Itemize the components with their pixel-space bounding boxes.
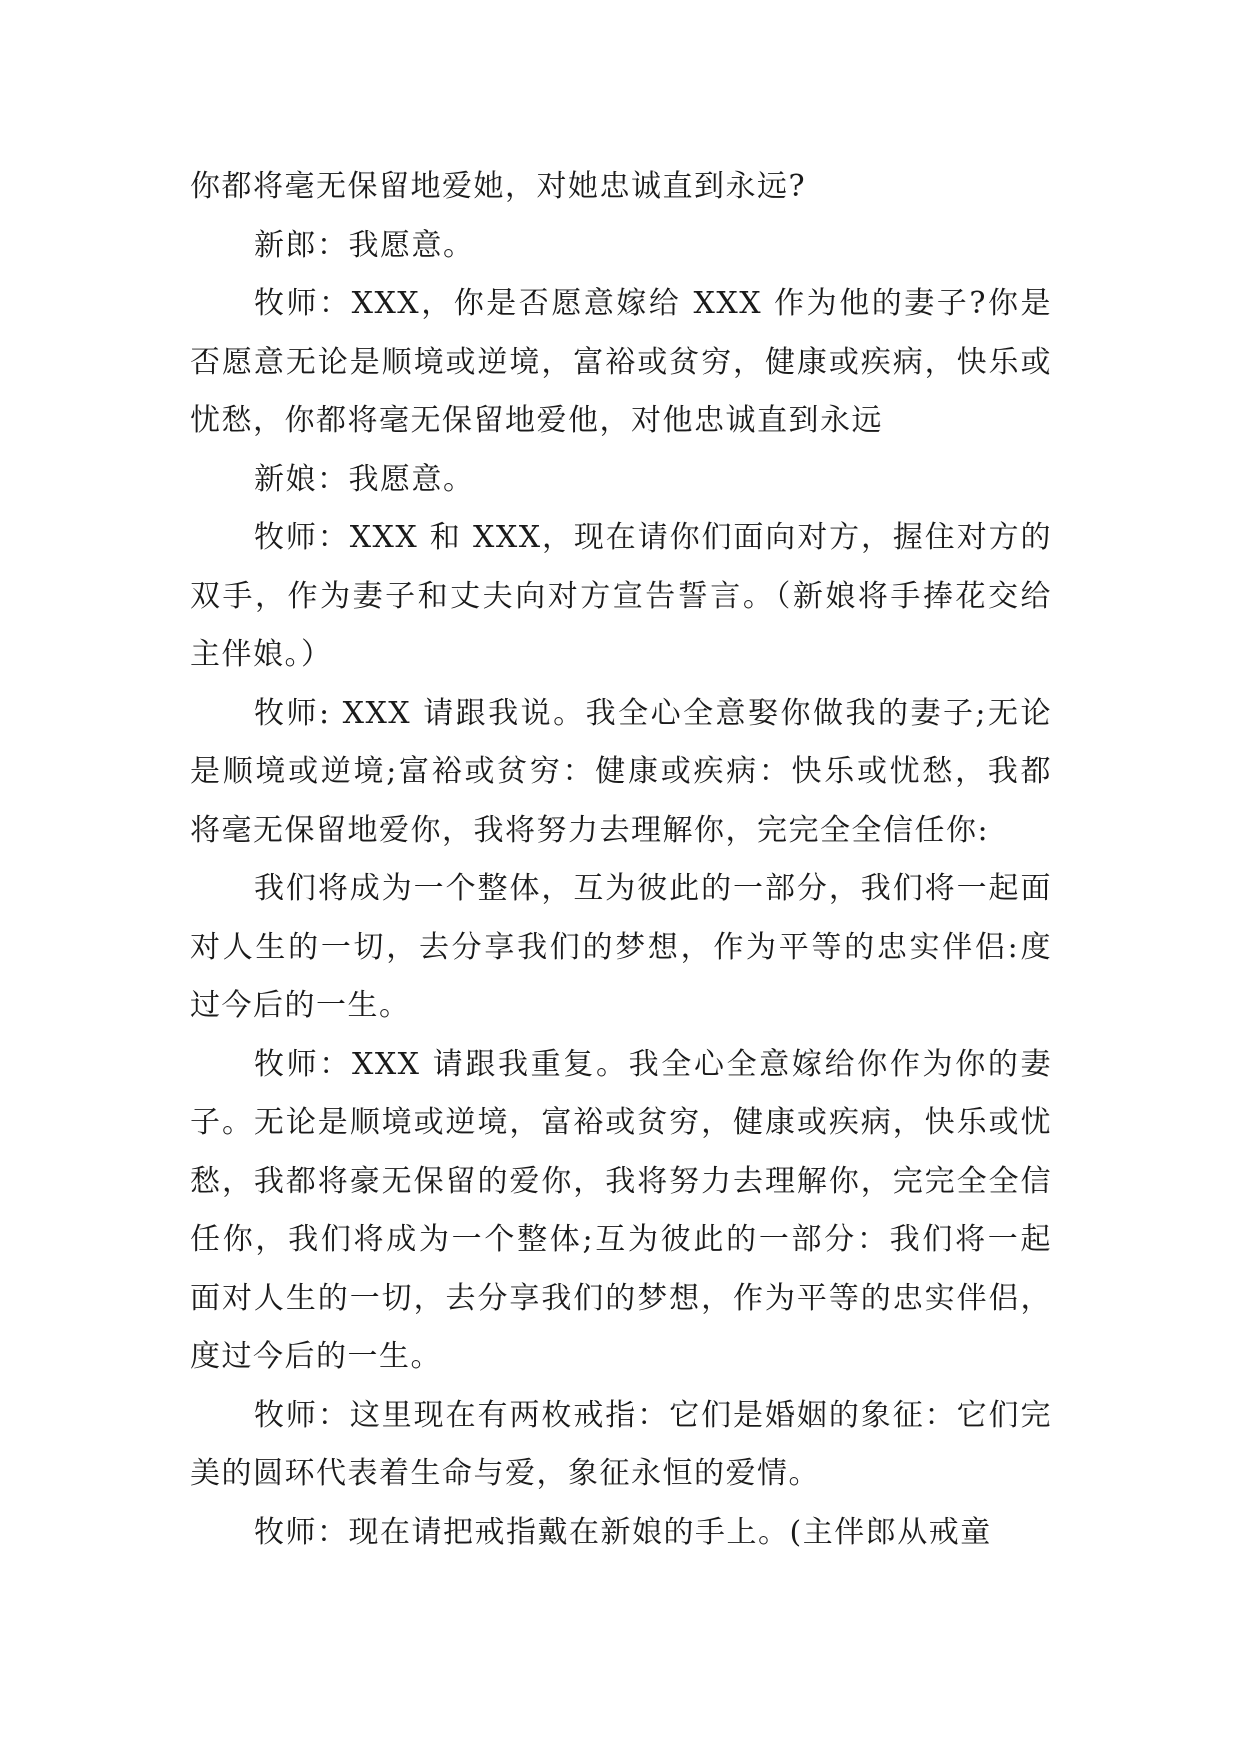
paragraph: 牧师：这里现在有两枚戒指：它们是婚姻的象征：它们完美的圆环代表着生命与爱，象征永恒的爱情。: [190, 1397, 1052, 1491]
document-body: [190, 158, 1052, 1562]
paragraph: 牧师: XXX 请跟我说。我全心全意娶你做我的妻子;无论是顺境或逆境;富裕或贫穷：健康或疾病：快乐或忧愁，我都将毫无保留地爱你，我将努力去理解你，完完全全信任你:: [190, 695, 1052, 848]
paragraph: 牧师：XXX，你是否愿意嫁给 XXX 作为他的妻子?你是否愿意无论是顺境或逆境，富裕或贫穷，健康或疾病，快乐或忧愁，你都将毫无保留地爱他，对他忠诚直到永远: [190, 286, 1052, 438]
paragraph: 新郎：我愿意。: [254, 227, 475, 263]
paragraph: 牧师：现在请把戒指戴在新娘的手上。(主伴郎从戒童: [254, 1514, 992, 1550]
paragraph: 你都将毫无保留地爱她，对她忠诚直到永远?: [190, 169, 807, 204]
paragraph: 新娘：我愿意。: [254, 461, 475, 497]
paragraph: 牧师：XXX 和 XXX，现在请你们面向对方，握住对方的双手，作为妻子和丈夫向对方宣告誓言。（新娘将手捧花交给主伴娘。）: [190, 520, 1052, 672]
paragraph: 牧师：XXX 请跟我重复。我全心全意嫁给你作为你的妻子。无论是顺境或逆境，富裕或贫穷，健康或疾病，快乐或忧愁，我都将豪无保留的爱你，我将努力去理解你，完完全全信任你，我们将成为一个整体;互为彼此的一部分：我们将一起面对人生的一切，去分享我们的梦想，作为平等的忠实伴侣，度过今后的一生。: [190, 1046, 1052, 1374]
paragraph: 我们将成为一个整体，互为彼此的一部分，我们将一起面对人生的一切，去分享我们的梦想，作为平等的忠实伴侣:度过今后的一生。: [190, 871, 1052, 1023]
